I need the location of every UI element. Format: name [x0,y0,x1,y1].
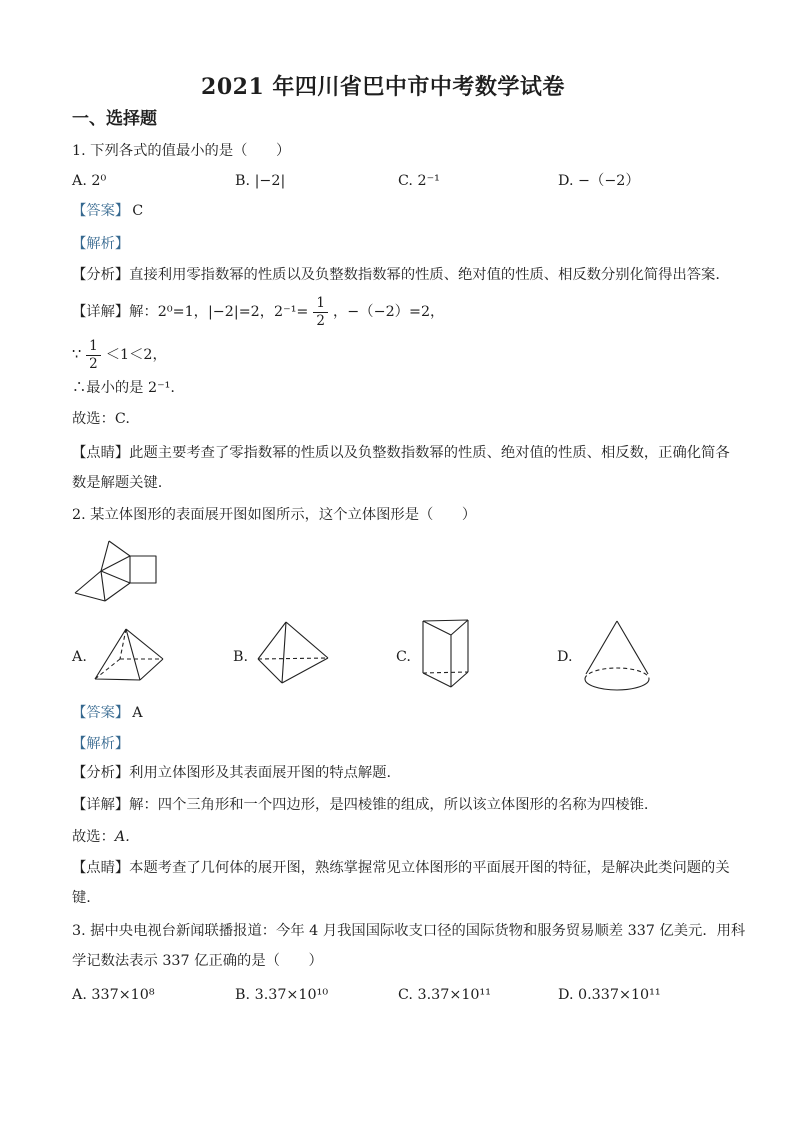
net-figure-lines [75,541,156,601]
q2-stem: 2. 某立体图形的表面展开图如图所示，这个立体图形是（ ） [72,507,477,523]
triangular-prism-figure [423,620,468,687]
q2-figure-label-c: C. [396,649,411,665]
q2-analysis-label-line [72,735,129,754]
q1-therefore-line: ∴最小的是 2⁻¹. [72,380,175,396]
net-square [130,556,156,583]
q1-because-line [72,334,167,376]
answer-label: 【答案】 [72,705,130,721]
q3-option-a: A. 337×10⁸ [72,987,155,1003]
q2-figure-label-b: B. [233,649,249,665]
fraction-denominator: 2 [89,355,98,372]
q1-detail-line [72,291,444,333]
q3-option-d: D. 0.337×10¹¹ [558,987,661,1003]
q1-option-c: C. 2⁻¹ [398,173,440,189]
tetrahedron-figure [258,622,328,683]
q1-answer-line [72,202,143,221]
q2-figure-label-a: A. [72,649,87,665]
q3-option-c: C. 3.37×10¹¹ [398,987,491,1003]
q2-note-line2: 键. [72,890,91,906]
conclusion-prefix: 故选： [72,411,115,427]
q2-conclusion-line [72,828,130,847]
fraction-one-half [313,296,328,329]
q1-detail-pre: 【详解】解：2⁰=1，|−2|=2，2⁻¹= [72,303,309,320]
q1-option-b: B. |−2| [235,173,286,189]
q1-answer-value: C [132,203,144,219]
conclusion-prefix: 故选： [72,829,115,845]
answer-label: 【答案】 [72,203,130,219]
q1-option-d: D. −（−2） [558,173,640,189]
fraction-denominator: 2 [316,312,326,329]
cone-figure [585,621,649,690]
square-pyramid-figure [95,629,163,680]
analysis-label: 【解析】 [72,736,130,752]
q1-conclusion-value: C. [114,411,130,427]
q1-stem: 1. 下列各式的值最小的是（ ） [72,143,291,159]
q3-option-b: B. 3.37×10¹⁰ [235,987,329,1003]
fraction-numerator: 1 [86,339,101,356]
q1-note-line2: 数是解题关键. [72,475,163,491]
q1-conclusion-line [72,410,130,429]
q3-stem-line2: 学记数法表示 337 亿正确的是（ ） [72,953,323,969]
q3-stem-line1: 3. 据中央电视台新闻联播报道：今年 4 月我国国际收支口径的国际货物和服务贸易顺差 337 亿美元．用科 [72,923,746,939]
section-heading: 一、选择题 [72,109,157,129]
q2-conclusion-value: A. [114,829,130,845]
q2-answer-value: A [132,705,143,721]
page-title: 2021 年四川省巴中市中考数学试卷 [201,74,565,100]
because-sign: ∵ [72,346,82,363]
q1-because-post: ＜1＜2， [105,346,167,363]
q1-note-line1: 【点睛】此题主要考查了零指数幂的性质以及负整数指数幂的性质、绝对值的性质、相反数，正确化简各 [72,445,730,461]
net-triangles [75,541,130,601]
q2-answer-line [72,704,143,723]
q1-analysis-label-line [72,235,129,254]
q1-option-a: A. 2⁰ [72,173,107,189]
q2-detail-line: 【详解】解：四个三角形和一个四边形，是四棱锥的组成，所以该立体图形的名称为四棱锥. [72,797,649,813]
fraction-one-half [86,339,101,372]
q2-figure-label-d: D. [557,649,573,665]
q1-detail-post: ，−（−2）=2， [333,303,445,320]
q1-analysis-line: 【分析】直接利用零指数幂的性质以及负整数指数幂的性质、绝对值的性质、相反数分别化简得出答案. [72,267,720,283]
q2-note-line1: 【点睛】本题考查了几何体的展开图，熟练掌握常见立体图形的平面展开图的特征，是解决此类问题的关 [72,860,730,876]
net-figure [58,530,178,615]
q2-analysis-line: 【分析】利用立体图形及其表面展开图的特点解题. [72,765,392,781]
analysis-label: 【解析】 [72,236,130,252]
fraction-numerator: 1 [313,296,328,313]
